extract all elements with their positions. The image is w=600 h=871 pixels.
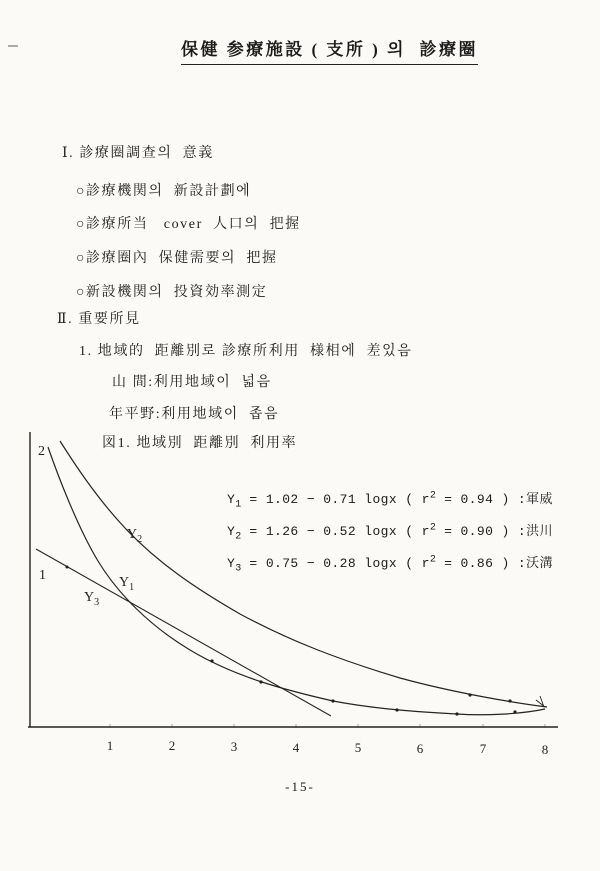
- curve-y2: [60, 441, 547, 707]
- page-number: -15-: [285, 779, 315, 794]
- x-axis-tick-labels: [107, 738, 549, 757]
- bullet-item: ○診療所当 cover 人口의 把握: [76, 217, 301, 232]
- page-title: 保健 参療施設 ( 支所 ) 의 診療圈: [181, 35, 478, 65]
- equation-var-subscript: 3: [235, 563, 242, 575]
- figure-1-chart: [0, 428, 600, 773]
- section-2-heading: Ⅱ. 重要所見: [57, 312, 141, 327]
- sub-item-mountain: 山 間:利用地域이 넓음: [112, 375, 272, 390]
- equation-r-squared: 2: [429, 554, 436, 566]
- x-tick-label: 5: [354, 740, 362, 755]
- equation-tail: = 0.90 ) :洪川: [435, 524, 553, 539]
- equation-r-squared: 2: [429, 490, 436, 502]
- x-tick-label: 8: [541, 742, 549, 757]
- x-tick-label: 2: [168, 738, 176, 753]
- x-tick-label: 7: [479, 741, 487, 756]
- x-tick-label: 4: [292, 740, 300, 755]
- section-1-heading: Ⅰ. 診療圈調查의 意義: [62, 146, 214, 161]
- equation-r-squared: 2: [429, 522, 436, 534]
- scan-artifact-dash: [8, 45, 18, 47]
- curve-label-y2: $Y_2$: [127, 527, 143, 545]
- y-axis-label-1: 1: [39, 568, 46, 583]
- bullet-item: ○新設機関의 投資効率測定: [76, 285, 268, 300]
- equation-var: Y: [227, 492, 236, 507]
- curve-label-y1: $Y_1$: [119, 575, 135, 593]
- curve-y3: [36, 549, 331, 716]
- sub-item-plain: 年平野:利用地域이 좁음: [109, 407, 280, 422]
- equation-body: = 0.75 − 0.28 logx ( r: [241, 556, 430, 571]
- section-2-item: 1. 地域的 距離別로 診療所利用 様相에 差있음: [79, 344, 413, 359]
- bullet-item: ○診療機関의 新設計劃에: [76, 184, 252, 199]
- bullet-item: ○診療圈內 保健需要의 把握: [76, 251, 278, 266]
- x-tick-label: 1: [106, 738, 114, 753]
- x-tick-label: 3: [230, 739, 238, 754]
- equation-body: = 1.02 − 0.71 logx ( r: [241, 492, 430, 507]
- figure-caption: 図1. 地域別 距離別 利用率: [102, 436, 298, 451]
- x-tick-label: 6: [416, 741, 424, 756]
- y-axis-label-2: 2: [38, 444, 45, 459]
- equation-var-subscript: 1: [235, 499, 242, 511]
- equation-body: = 1.26 − 0.52 logx ( r: [241, 524, 430, 539]
- equation-var-subscript: 2: [235, 531, 242, 543]
- curve-label-y3: $Y_3$: [84, 590, 100, 608]
- equation-tail: = 0.94 ) :軍威: [435, 492, 553, 507]
- equation-var: Y: [227, 524, 236, 539]
- equation-tail: = 0.86 ) :沃溝: [435, 556, 553, 571]
- equation-var: Y: [227, 556, 236, 571]
